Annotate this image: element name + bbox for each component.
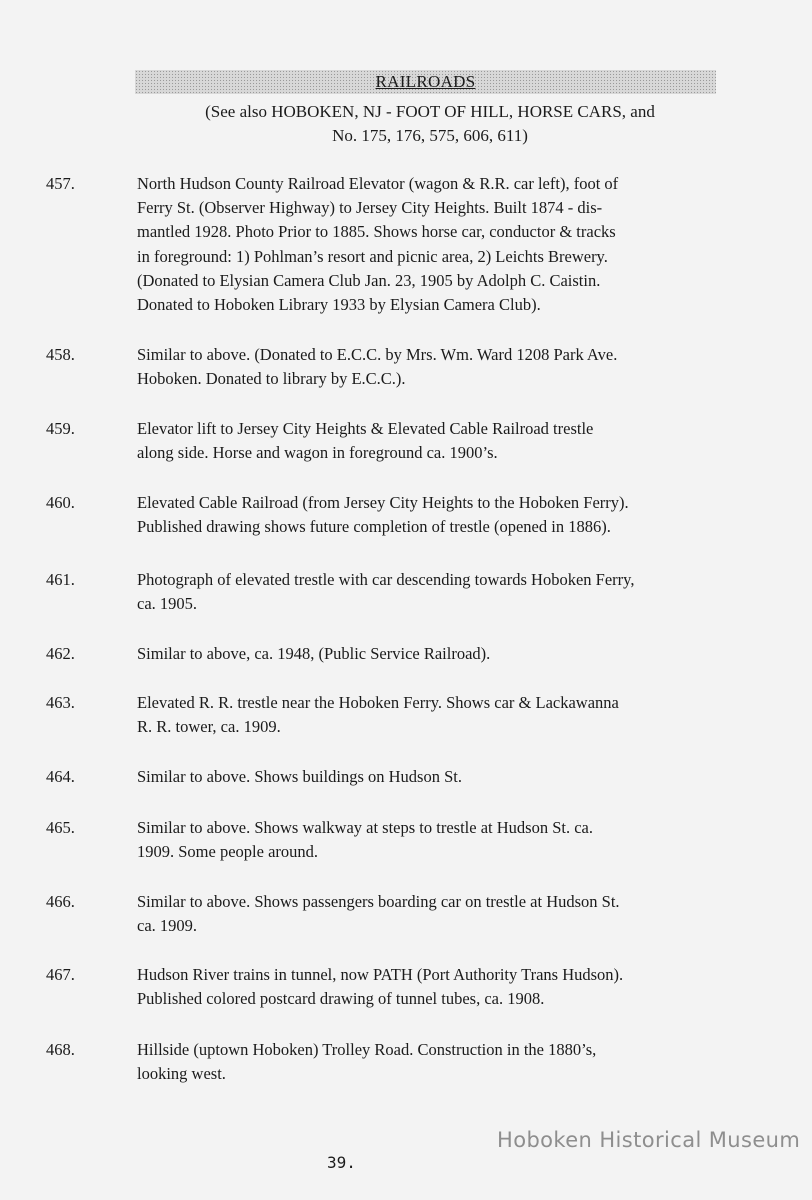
entry-line: Similar to above. (Donated to E.C.C. by Mrs. Wm. Ward 1208 Park Ave. xyxy=(137,345,618,364)
entry-description xyxy=(137,491,677,539)
section-title xyxy=(135,72,716,92)
entry-line: Hoboken. Donated to library by E.C.C.). xyxy=(137,369,406,389)
entry-description xyxy=(137,642,677,666)
entry-number: 466. xyxy=(46,892,75,911)
entry-line: Elevator lift to Jersey City Heights & Elevated Cable Railroad trestle xyxy=(137,419,594,438)
entry-number: 468. xyxy=(46,1040,75,1059)
entry-line: Hillside (uptown Hoboken) Trolley Road. Construction in the 1880’s, xyxy=(137,1040,597,1059)
entry-line: Similar to above. Shows walkway at steps to trestle at Hudson St. ca. xyxy=(137,818,593,837)
entry-number: 460. xyxy=(46,493,75,512)
entry-line: (Donated to Elysian Camera Club Jan. 23, 1905 by Adolph C. Caistin. xyxy=(137,270,601,290)
entry-line: in foreground: 1) Pohlman’s resort and picnic area, 2) Leichts Brewery. xyxy=(137,246,608,266)
entry-line: Published colored postcard drawing of tunnel tubes, ca. 1908. xyxy=(137,989,545,1009)
entry-line: Hudson River trains in tunnel, now PATH (Port Authority Trans Hudson). xyxy=(137,965,624,984)
entry-line: R. R. tower, ca. 1909. xyxy=(137,717,281,737)
section-title-text: RAILROADS xyxy=(375,72,476,91)
section-subtitle xyxy=(180,100,680,148)
entry-line: mantled 1928. Photo Prior to 1885. Shows horse car, conductor & tracks xyxy=(137,222,616,242)
entry-number: 467. xyxy=(46,965,75,984)
entry-description xyxy=(137,765,677,789)
entry-line: Similar to above, ca. 1948, (Public Service Railroad). xyxy=(137,644,491,663)
entry-number: 459. xyxy=(46,419,75,438)
entry-line: North Hudson County Railroad Elevator (wagon & R.R. car left), foot of xyxy=(137,174,619,193)
subtitle-line: (See also HOBOKEN, NJ - FOOT OF HILL, HORSE CARS, and xyxy=(205,102,655,121)
entry-number: 463. xyxy=(46,693,75,712)
entry-line: looking west. xyxy=(137,1064,226,1084)
entry-number: 465. xyxy=(46,818,75,837)
entry-description xyxy=(137,890,677,938)
entry-number: 461. xyxy=(46,570,75,589)
entry-line: 1909. Some people around. xyxy=(137,842,319,862)
entry-description xyxy=(137,1038,677,1086)
entry-number: 462. xyxy=(46,644,75,663)
entry-line: Similar to above. Shows passengers boarding car on trestle at Hudson St. xyxy=(137,892,620,911)
entry-description xyxy=(137,963,677,1011)
entry-line: ca. 1905. xyxy=(137,594,198,614)
entry-line: Donated to Hoboken Library 1933 by Elysian Camera Club). xyxy=(137,295,541,315)
entry-line: Photograph of elevated trestle with car descending towards Hoboken Ferry, xyxy=(137,570,635,589)
entry-number: 458. xyxy=(46,345,75,364)
entry-number: 464. xyxy=(46,767,75,786)
entry-description xyxy=(137,343,677,391)
entry-description xyxy=(137,691,677,739)
entry-line: Elevated R. R. trestle near the Hoboken Ferry. Shows car & Lackawanna xyxy=(137,693,619,712)
entry-description xyxy=(137,816,677,864)
entry-line: along side. Horse and wagon in foreground ca. 1900’s. xyxy=(137,443,498,463)
subtitle-line: No. 175, 176, 575, 606, 611) xyxy=(332,126,528,145)
museum-watermark: Hoboken Historical Museum xyxy=(497,1128,801,1152)
entry-description xyxy=(137,172,677,317)
entry-line: Similar to above. Shows buildings on Hudson St. xyxy=(137,767,462,786)
entry-line: Published drawing shows future completion of trestle (opened in 1886). xyxy=(137,517,611,537)
entry-line: ca. 1909. xyxy=(137,916,198,936)
entry-line: Ferry St. (Observer Highway) to Jersey City Heights. Built 1874 - dis- xyxy=(137,198,603,218)
entry-description xyxy=(137,568,677,616)
page-number: 39. xyxy=(327,1153,356,1172)
entry-number: 457. xyxy=(46,174,75,193)
entry-description xyxy=(137,417,677,465)
entry-line: Elevated Cable Railroad (from Jersey City Heights to the Hoboken Ferry). xyxy=(137,493,629,512)
